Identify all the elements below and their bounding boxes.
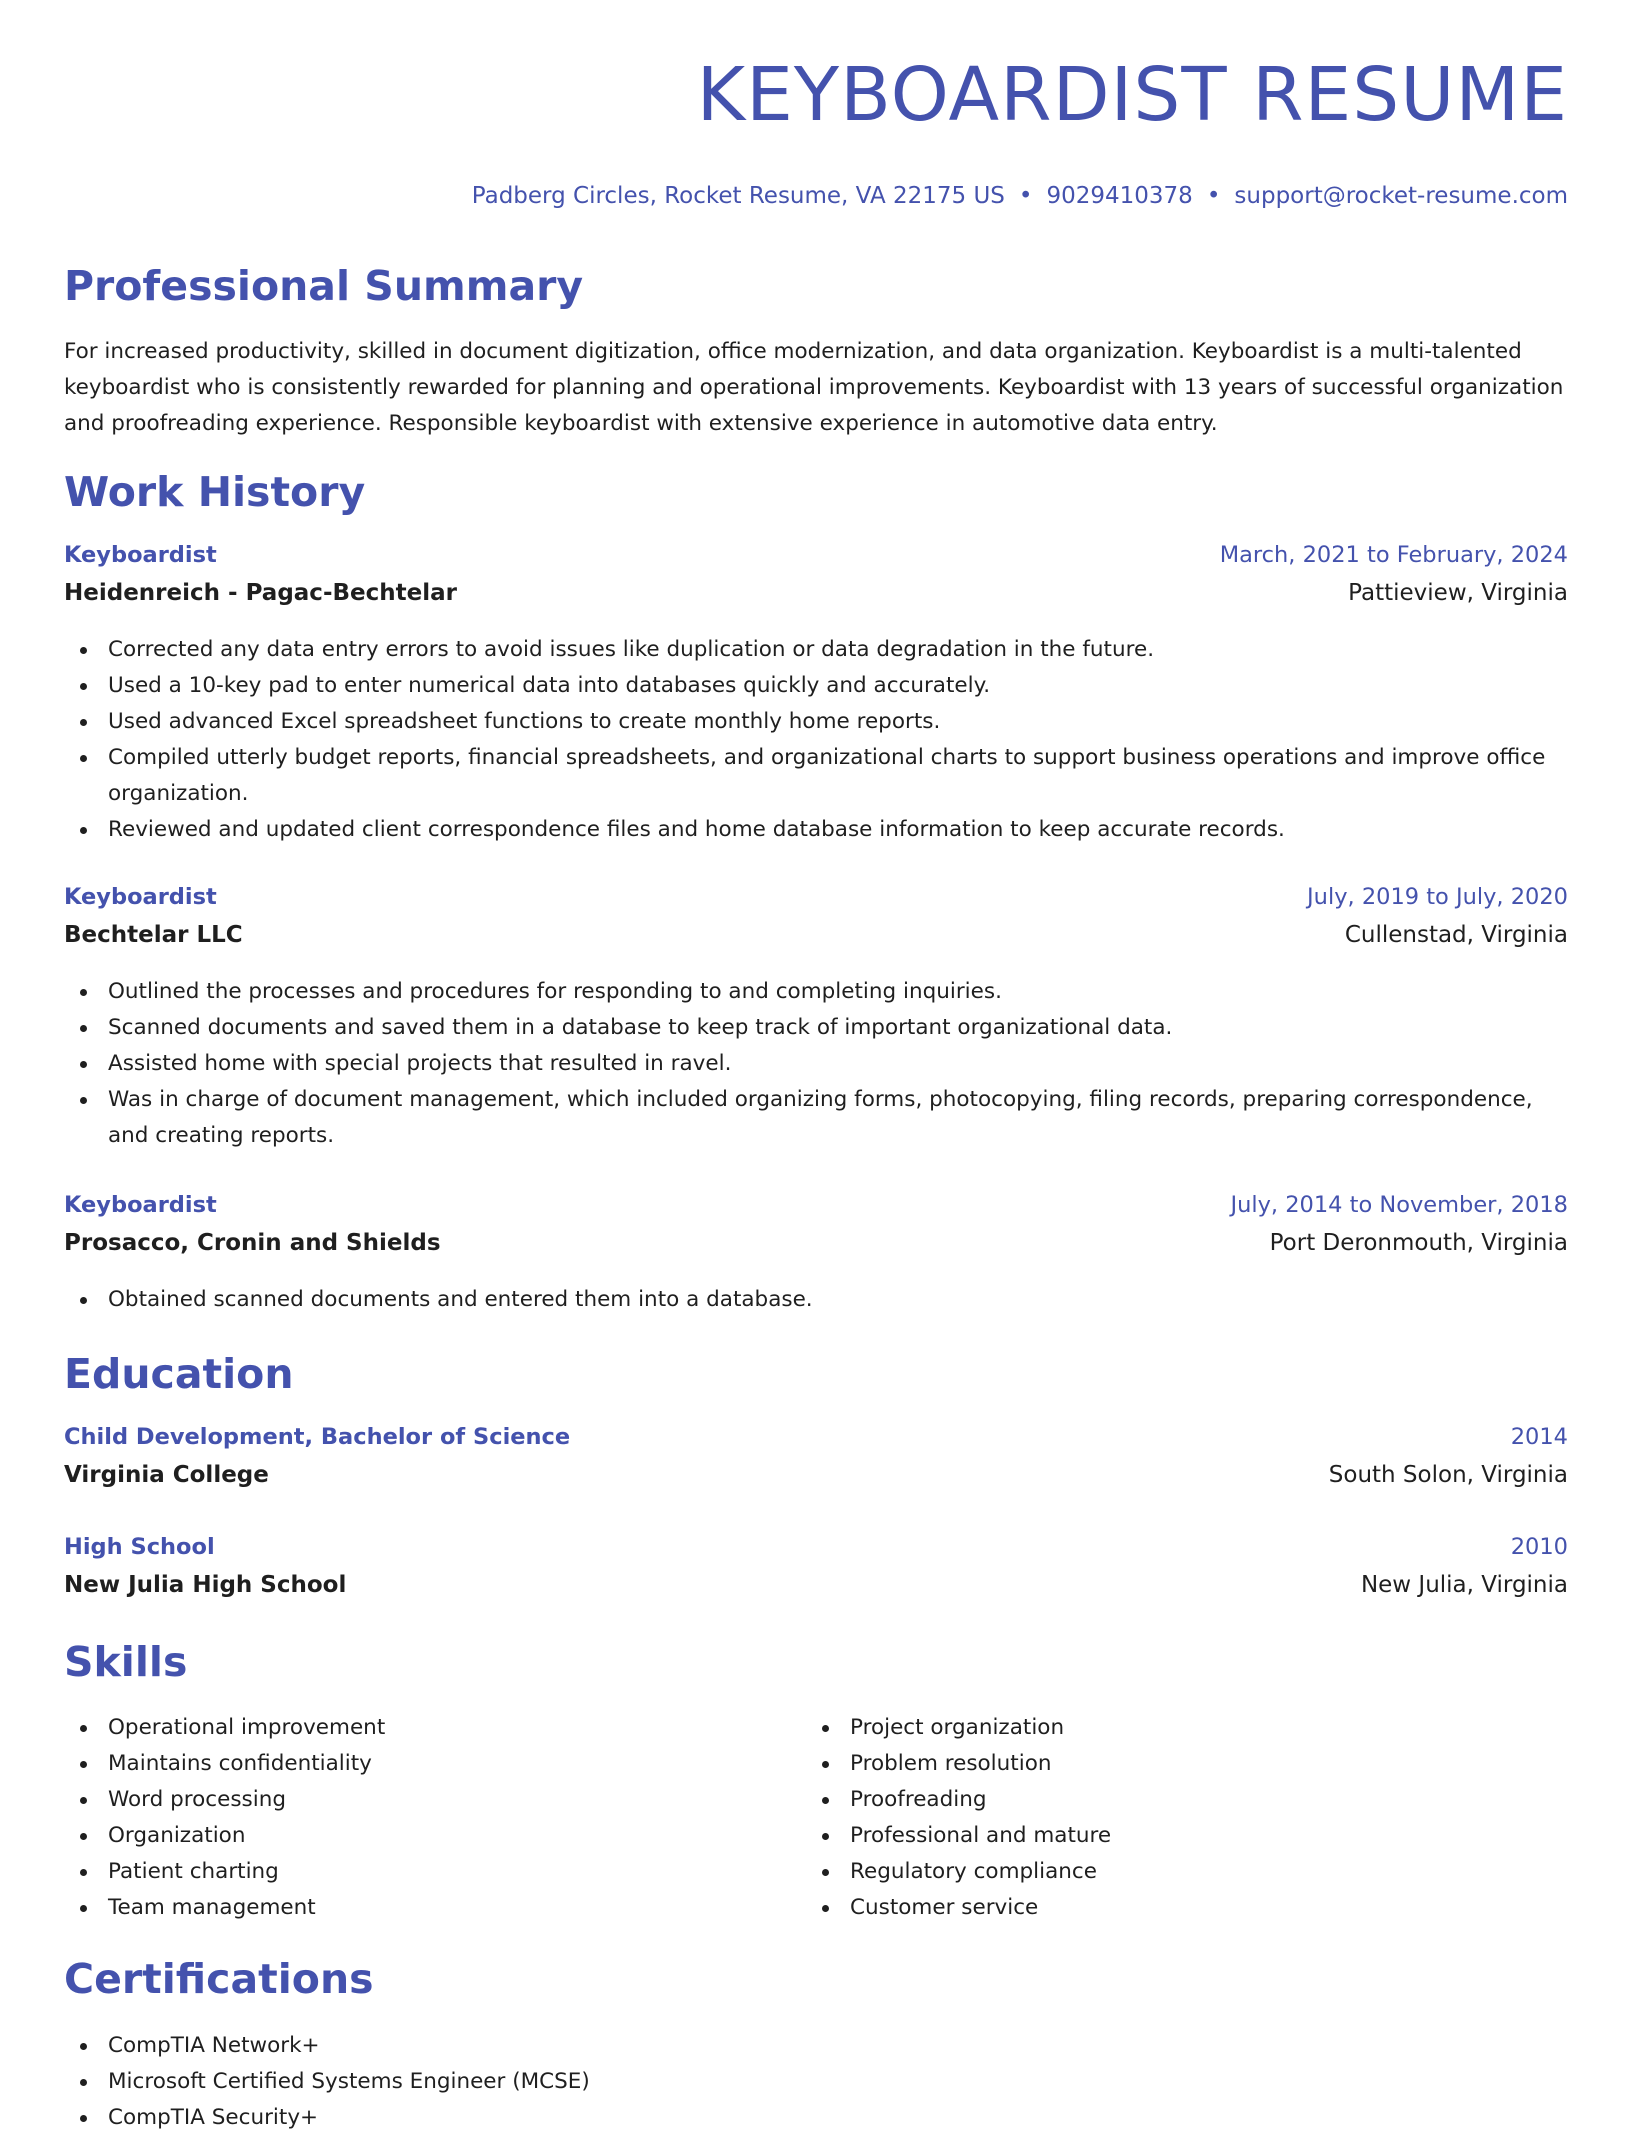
education-header-row [64, 1534, 1568, 1572]
education-degree: High School [64, 1534, 215, 1560]
list-item: Operational improvement [64, 1710, 764, 1746]
education-school-row [64, 1572, 1568, 1610]
job-role: Keyboardist [64, 1192, 217, 1218]
job-company: Heidenreich - Pagac-Bechtelar [64, 580, 457, 606]
job-location: Port Deronmouth, Virginia [1269, 1230, 1568, 1256]
list-item: Corrected any data entry errors to avoid issues like duplication or data degradation in the future. [64, 632, 1568, 668]
list-item: Used advanced Excel spreadsheet functions to create monthly home reports. [64, 704, 1568, 740]
list-item: Scanned documents and saved them in a database to keep track of important organizational data. [64, 1010, 1568, 1046]
section-title-education: Education [64, 1350, 294, 1398]
job-role: Keyboardist [64, 884, 217, 910]
list-item: Problem resolution [806, 1746, 1506, 1782]
list-item: Professional and mature [806, 1818, 1506, 1854]
education-school: New Julia High School [64, 1572, 347, 1598]
job-dates: July, 2019 to July, 2020 [1307, 884, 1568, 910]
job-org-row [64, 1230, 1568, 1268]
job-header-row [64, 884, 1568, 922]
job-entry [64, 884, 1568, 1154]
education-school-row [64, 1462, 1568, 1500]
contact-separator: • [1206, 183, 1221, 209]
contact-address: Padberg Circles, Rocket Resume, VA 22175 US [471, 183, 1005, 209]
education-entry [64, 1534, 1568, 1610]
education-degree: Child Development, Bachelor of Science [64, 1424, 571, 1450]
section-title-summary: Professional Summary [64, 262, 584, 310]
list-item: Microsoft Certified Systems Engineer (MCSE) [64, 2064, 1568, 2100]
list-item: Used a 10-key pad to enter numerical data into databases quickly and accurately. [64, 668, 1568, 704]
list-item: Obtained scanned documents and entered them into a database. [64, 1282, 1568, 1318]
skills-column-right [806, 1710, 1506, 1926]
list-item: Assisted home with special projects that resulted in ravel. [64, 1046, 1568, 1082]
list-item: Was in charge of document management, which included organizing forms, photocopying, filing records, preparing correspondence, and creating reports. [64, 1082, 1568, 1154]
education-location: South Solon, Virginia [1328, 1462, 1568, 1488]
education-location: New Julia, Virginia [1360, 1572, 1568, 1598]
list-item: Team management [64, 1890, 764, 1926]
job-role: Keyboardist [64, 542, 217, 568]
section-title-certifications: Certifications [64, 1955, 374, 2003]
list-item: Outlined the processes and procedures for responding to and completing inquiries. [64, 974, 1568, 1010]
list-item: Patient charting [64, 1854, 764, 1890]
list-item: Word processing [64, 1782, 764, 1818]
list-item: Reviewed and updated client correspondence files and home database information to keep accurate records. [64, 812, 1568, 848]
job-location: Pattieview, Virginia [1348, 580, 1568, 606]
education-school: Virginia College [64, 1462, 269, 1488]
summary-text: For increased productivity, skilled in document digitization, office modernization, and data organization. Keyboardist is a multi-talented keyboardist who is consistently rewarded for planning and operational improvements. Keyboardist with 13 years of successful organization and proofreading experience. Responsible keyboardist with extensive experience in automotive data entry. [64, 339, 1564, 436]
job-company: Bechtelar LLC [64, 922, 243, 948]
list-item: Project organization [806, 1710, 1506, 1746]
education-entry [64, 1424, 1568, 1500]
job-dates: July, 2014 to November, 2018 [1230, 1192, 1568, 1218]
job-header-row [64, 542, 1568, 580]
section-title-skills: Skills [64, 1638, 188, 1686]
skills-column-left [64, 1710, 764, 1926]
job-bullets [64, 974, 1568, 1154]
job-location: Cullenstad, Virginia [1344, 922, 1568, 948]
job-org-row [64, 580, 1568, 618]
job-entry [64, 1192, 1568, 1318]
contact-line [472, 183, 1568, 209]
skills-list [64, 1710, 764, 1926]
contact-email[interactable]: support@rocket-resume.com [1234, 183, 1568, 209]
job-bullets [64, 632, 1568, 848]
resume-page [64, 0, 1568, 2130]
job-dates: March, 2021 to February, 2024 [1219, 542, 1568, 568]
skills-list [806, 1710, 1506, 1926]
section-title-work-history: Work History [64, 468, 366, 516]
list-item: Maintains confidentiality [64, 1746, 764, 1782]
certifications-list [64, 2028, 1568, 2136]
list-item: Proofreading [806, 1782, 1506, 1818]
list-item: Customer service [806, 1890, 1506, 1926]
list-item: Compiled utterly budget reports, financial spreadsheets, and organizational charts to support business operations and improve office organization. [64, 740, 1568, 812]
job-company: Prosacco, Cronin and Shields [64, 1230, 441, 1256]
list-item: Organization [64, 1818, 764, 1854]
education-header-row [64, 1424, 1568, 1462]
contact-phone[interactable]: 9029410378 [1046, 183, 1193, 209]
job-entry [64, 542, 1568, 848]
job-header-row [64, 1192, 1568, 1230]
list-item: CompTIA Network+ [64, 2028, 1568, 2064]
resume-title: KEYBOARDIST RESUME [696, 52, 1568, 138]
education-year: 2010 [1510, 1534, 1568, 1560]
job-bullets [64, 1282, 1568, 1318]
education-year: 2014 [1510, 1424, 1568, 1450]
certifications-block [64, 2028, 1568, 2136]
list-item: CompTIA Security+ [64, 2100, 1568, 2136]
list-item: Regulatory compliance [806, 1854, 1506, 1890]
job-org-row [64, 922, 1568, 960]
contact-separator: • [1018, 183, 1033, 209]
